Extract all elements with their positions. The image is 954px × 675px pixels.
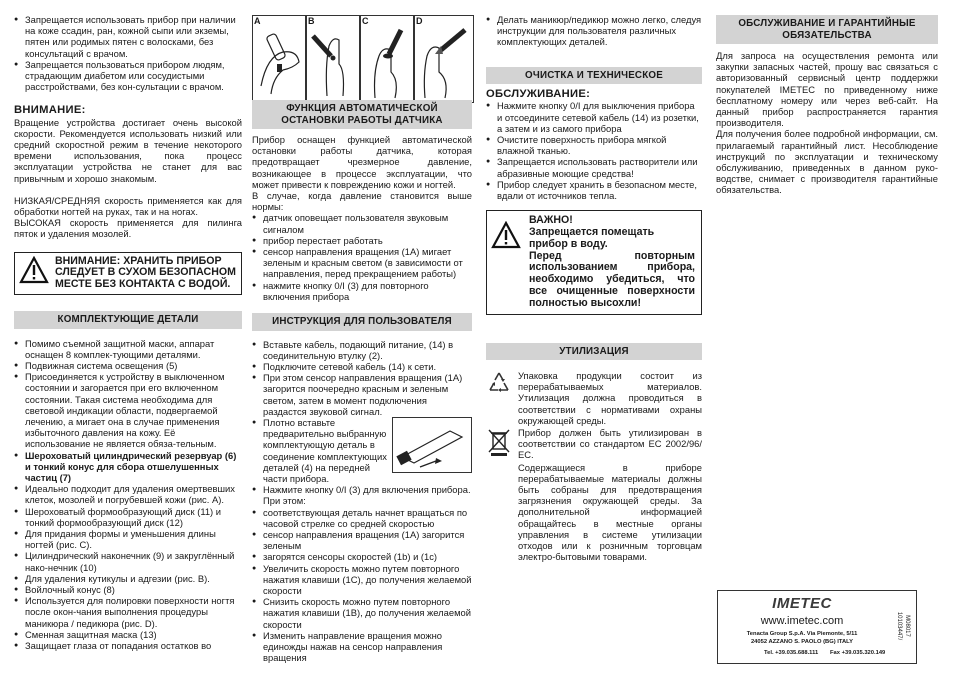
- auto-stop-intro: Прибор оснащен функцией автоматической остановки работы датчика, которая предотвращает чрезмерное давление, возникающее в процессе эксплуатации, что может привести к повреждению кожи и ногтей.: [252, 134, 472, 190]
- instructions-section-header: ИНСТРУКЦИЯ ДЛЯ ПОЛЬЗОВАТЕЛЯ: [252, 313, 472, 331]
- important-title: ВАЖНО!: [529, 214, 573, 227]
- attention-text: Вращение устройства достигает очень высокой скорости. Рекомендуется использовать низкий или средний скоростной режим в течение некоторого времени использования, пока процесс эксплуатации устройства не станет для вас привычным и хорошо знакомым.: [14, 116, 242, 184]
- cleaning-list: [486, 100, 702, 201]
- figure-a-label: A: [254, 16, 261, 26]
- figure-c-label: C: [362, 16, 369, 26]
- important-box: [486, 210, 702, 314]
- list-item: ● Идеально подходит для удаления омертвевших клеток, мозолей и погрубевшей кожи (рис. A).: [14, 483, 242, 505]
- parts-section-header: КОМПЛЕКТУЮЩИЕ ДЕТАЛИ: [14, 311, 242, 329]
- list-item: ● Плотно вставьте предварительно выбранную комплектующую деталь в соединение комплектующих деталей (4) на передней части прибора.: [252, 417, 390, 484]
- list-item: ● Используется для полировки поверхности ногтя после окон-чания выполнения процедуры маникюра / педикюра (рис. D).: [14, 595, 242, 629]
- list-item: ● Присоединяется к устройству в выключенном состоянии и загорается при его включенном состоянии. Такая система необходима для световой индикации области, подвергаемой лечению, а мигает она в случае применения избыточного давления на кожу. Её использование не является обяза-тельным.: [14, 371, 242, 449]
- disposal-row-2: [486, 427, 702, 562]
- figure-c: [360, 15, 414, 103]
- fax-text: Fax +39.035.320.149: [830, 650, 886, 656]
- list-item: ● прибор перестает работать: [252, 235, 472, 246]
- list-item: ● Запрещается пользоваться прибором людям, страдающим диабетом или сосудистыми расстройствами, без кон-сультации с врачом.: [14, 59, 242, 93]
- cleaning-section-header: ОЧИСТКА И ТЕХНИЧЕСКОЕ: [486, 67, 702, 85]
- auto-stop-section-header: ФУНКЦИЯ АВТОМАТИЧЕСКОЙ ОСТАНОВКИ РАБОТЫ ДАТЧИКА: [252, 100, 472, 129]
- figure-d-label: D: [416, 16, 423, 26]
- figure-b: [306, 15, 360, 103]
- auto-stop-list: [252, 212, 472, 302]
- recycle-icon: [486, 370, 512, 396]
- parts-list: [14, 338, 242, 652]
- list-item: ● Прибор следует хранить в безопасном месте, вдали от источников тепла.: [486, 179, 702, 201]
- disposal-texts: [518, 427, 702, 562]
- figure-b-hand-illustration: [307, 16, 359, 102]
- list-item: ● Нажмите кнопку 0/I для выключения прибора и отсоедините сетевой кабель (14) из розетки, а затем и из самого прибора: [486, 100, 702, 134]
- list-item: ● Сменная защитная маска (13): [14, 629, 242, 640]
- list-item: ● Шероховатый формообразующий диск (11) и тонкий формообразующий диск (12): [14, 506, 242, 528]
- insert-attachment-row: [252, 417, 472, 484]
- insert-attachment-list: [252, 417, 390, 484]
- website-text: www.imetec.com: [760, 615, 844, 627]
- phone-text: Tel. +39.035.688.111: [764, 650, 819, 656]
- service-text-1: Для запроса на осуществления ремонта или закупки запасных частей, прошу вас связаться с авторизованный сервисный центр поддержки покупателей IMETEC по приведенному ниже бесплатному номеру или через веб-сайт. На данный прибор распространяется гарантия производителя.: [716, 50, 938, 129]
- restrictions-list: [14, 14, 242, 92]
- list-item: ● сенсор направления вращения (1A) загорится зеленым: [252, 529, 472, 551]
- list-item: ● сенсор направления вращения (1A) мигает зеленым и красным светом (в зависимости от направления, перед прекращением работы): [252, 246, 472, 280]
- list-item: ● соответствующая деталь начнет вращаться по часовой стрелке со средней скоростью: [252, 507, 472, 529]
- manicure-list: [486, 14, 702, 48]
- attachment-insert-illustration: [392, 417, 472, 473]
- list-item: ● Помимо съемной защитной маски, аппарат оснащен 8 комплек-тующими деталями.: [14, 338, 242, 360]
- figure-d: [414, 15, 474, 103]
- column-4: [716, 0, 938, 196]
- attention-heading: ВНИМАНИЕ:: [14, 104, 86, 117]
- warning-triangle-icon: [491, 221, 521, 249]
- list-item: ● Нажмите кнопку 0/I (3) для включения прибора. При этом:: [252, 484, 472, 506]
- list-item: ● загорятся сенсоры скоростей (1b) и (1c): [252, 551, 472, 562]
- document-codes: [888, 595, 914, 659]
- figure-a-foot-illustration: [253, 16, 305, 102]
- address-text: 24052 AZZANO S. PAOLO (BG) ITALY: [750, 639, 854, 645]
- dry-storage-warning-text: ВНИМАНИЕ: ХРАНИТЬ ПРИБОР СЛЕДУЕТ В СУХОМ БЕЗОПАСНОМ МЕСТЕ БЕЗ КОНТАКТА С ВОДОЙ.: [55, 254, 236, 291]
- list-item: ● Запрещается использовать растворители или абразивные моющие средства!: [486, 156, 702, 178]
- figure-a: [252, 15, 306, 103]
- dry-storage-warning-box: [14, 252, 242, 295]
- list-item: ● Увеличить скорость можно путем повторного нажатия клавиши (1С), до получения желаемой скорости: [252, 563, 472, 597]
- column-3: [486, 0, 702, 562]
- list-item: ● Подвижная система освещения (5): [14, 360, 242, 371]
- list-item: ● При этом сенсор направления вращения (1A) загорится поочередно красным и зеленым светом, затем в момент подключения раздастся звуковой сигнал.: [252, 372, 472, 417]
- warning-triangle-icon: [19, 256, 49, 284]
- disposal-text-1: Упаковка продукции состоит из перерабатываемых материалов. Утилизация должна проводиться в соответствии с нормативами охраны окружающей среды.: [518, 370, 702, 426]
- figure-b-label: B: [308, 16, 315, 26]
- disposal-text-2: Прибор должен быть утилизирован в соответствии со стандартом ЕС 2002/96/ЕС.: [518, 427, 702, 461]
- service-section-header: ОБСЛУЖИВАНИЕ И ГАРАНТИЙНЫЕ ОБЯЗАТЕЛЬСТВА: [716, 15, 938, 44]
- list-item: ● датчик оповещает пользователя звуковым сигналом: [252, 212, 472, 234]
- list-item: ● нажмите кнопку 0/I (3) для повторного включения прибора: [252, 280, 472, 302]
- crossed-out-bin-icon: [486, 427, 512, 457]
- instructions-list-a: [252, 339, 472, 417]
- list-item: ● Снизить скорость можно путем повторного нажатия клавиши (1В), до получения желаемой скорости: [252, 596, 472, 630]
- auto-stop-intro-2: В случае, когда давление становится выше нормы:: [252, 190, 472, 213]
- list-item: ● Вставьте кабель, подающий питание, (14) в соединительную втулку (2).: [252, 339, 472, 361]
- figure-d-hand-illustration: [415, 16, 473, 102]
- column-2: [252, 100, 472, 663]
- list-item: ● Шероховатый цилиндрический резервуар (6) и тонкий конус для сбора отшелушенных частиц (7): [14, 450, 242, 484]
- column-1: [14, 0, 242, 651]
- important-content: [529, 215, 695, 309]
- list-item: ● Войлочный конус (8): [14, 584, 242, 595]
- list-item: ● Для удаления кутикулы и адгезии (рис. B).: [14, 573, 242, 584]
- document-code-2: M08017: [904, 615, 910, 637]
- list-item: ● Защищает глаза от попадания остатков во: [14, 640, 242, 651]
- list-item: ● Подключите сетевой кабель (14) к сети.: [252, 361, 472, 372]
- figure-c-hand-illustration: [361, 16, 413, 102]
- disposal-row-1: [486, 370, 702, 426]
- disposal-section-header: УТИЛИЗАЦИЯ: [486, 343, 702, 361]
- disposal-text-3: Содержащиеся в приборе перерабатываемые материалы должны быть собраны для предотвращения загрязнения окружающей среды. За дополнительной информацией обращайтесь в местные органы управления в системе утилизации отходов или к розничным торговцам электро-бытовыми товарами.: [518, 461, 702, 563]
- document-code-1: 10103447/: [896, 611, 902, 641]
- list-item: ● Очистите поверхность прибора мягкой влажной тканью.: [486, 134, 702, 156]
- instructions-list-b: [252, 484, 472, 663]
- important-line-1: Запрещается помещать прибор в воду.: [529, 225, 655, 250]
- company-text: Tenacta Group S.p.A. Via Piemonte, 5/11: [746, 631, 858, 637]
- list-item: ● Цилиндрический наконечник (9) и закруглённый нако-нечник (10): [14, 550, 242, 572]
- list-item: ● Запрещается использовать прибор при наличии на коже ссадин, ран, кожной сыпи или экземы, пятен или родимых пятен с волосками, без консультаций с врачом.: [14, 14, 242, 59]
- list-item: ● Делать маникюр/педикюр можно легко, следуя инструкции для пользователя различных комплектующих деталей.: [486, 14, 702, 48]
- service-text-2: Для получения более подробной информации, см. прилагаемый гарантийный лист. Несоблюдение инструкций по эксплуатации и техническому обслуживанию, приведенных в данном руко-водстве, снимает с производителя гарантийные обязательства.: [716, 128, 938, 196]
- list-item: ● Для придания формы и уменьшения длины ногтей (рис. С).: [14, 528, 242, 550]
- cleaning-subheading: ОБСЛУЖИВАНИЕ:: [486, 88, 591, 101]
- imetec-logo: IMETEC: [772, 595, 832, 612]
- speed-high-text: ВЫСОКАЯ скорость применяется для пилинга пяток и удаления мозолей.: [14, 217, 242, 240]
- list-item: ● Изменить направление вращения можно единожды нажав на сенсор направления вращения: [252, 630, 472, 664]
- speed-low-text: НИЗКАЯ/СРЕДНЯЯ скорость применяется как для обработки ногтей на руках, так и на ногах.: [14, 194, 242, 218]
- contact-box: [717, 590, 917, 664]
- important-line-2: Перед повторным использованием прибора, необходимо убедиться, что все очищенные поверхности полностью высохли!: [529, 249, 695, 309]
